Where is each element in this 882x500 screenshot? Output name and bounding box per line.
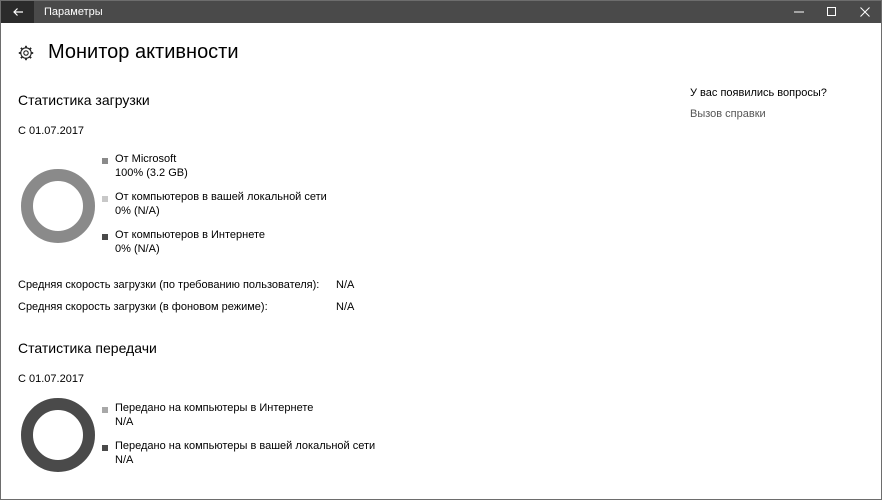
legend-label: Передано на компьютеры в Интернете (115, 402, 314, 414)
legend-value: N/A (115, 416, 134, 428)
back-button[interactable] (1, 1, 34, 23)
legend-item-microsoft (102, 152, 327, 180)
legend-item-uploaded-internet (102, 401, 375, 429)
download-donut-ring (27, 175, 89, 237)
page-title: Монитор активности (48, 41, 239, 63)
legend-label: От Microsoft (115, 153, 177, 165)
help-question: У вас появились вопросы? (690, 87, 827, 99)
upload-legend (102, 401, 375, 467)
download-stats-date: С 01.07.2017 (18, 125, 85, 137)
minimize-button[interactable] (782, 1, 815, 23)
legend-item-internet (102, 228, 327, 256)
legend-value: 100% (3.2 GB) (115, 167, 188, 179)
download-donut-chart (20, 168, 96, 244)
close-icon (860, 7, 870, 17)
legend-value: N/A (115, 454, 134, 466)
avg-speed-background-label: Средняя скорость загрузки (в фоновом режиме): (18, 301, 268, 313)
legend-item-local-network (102, 190, 327, 218)
upload-donut-chart (20, 397, 96, 473)
window-title: Параметры (44, 6, 103, 18)
legend-swatch (102, 234, 108, 240)
legend-swatch (102, 196, 108, 202)
close-button[interactable] (848, 1, 881, 23)
avg-speed-on-demand-label: Средняя скорость загрузки (по требованию пользователя): (18, 279, 320, 291)
upload-donut-ring (27, 404, 89, 466)
gear-icon (18, 45, 34, 61)
legend-label: Передано на компьютеры в вашей локальной сети (115, 440, 376, 452)
legend-value: 0% (N/A) (115, 243, 160, 255)
download-legend (102, 152, 327, 256)
page-header (18, 41, 239, 64)
legend-label: От компьютеров в Интернете (115, 229, 266, 241)
avg-speed-background-value: N/A (336, 301, 355, 313)
legend-swatch (102, 445, 108, 451)
upload-stats-date: С 01.07.2017 (18, 373, 85, 385)
maximize-icon (827, 7, 837, 17)
maximize-button[interactable] (815, 1, 848, 23)
upload-stats-title: Статистика передачи (18, 340, 157, 356)
legend-value: 0% (N/A) (115, 205, 160, 217)
back-arrow-icon (12, 7, 24, 17)
legend-swatch (102, 158, 108, 164)
legend-swatch (102, 407, 108, 413)
get-help-link[interactable]: Вызов справки (690, 108, 766, 120)
download-stats-title: Статистика загрузки (18, 92, 150, 108)
legend-item-uploaded-local-network (102, 439, 375, 467)
avg-speed-on-demand-value: N/A (336, 279, 355, 291)
legend-label: От компьютеров в вашей локальной сети (115, 191, 327, 203)
title-bar (1, 1, 881, 23)
minimize-icon (794, 7, 804, 17)
